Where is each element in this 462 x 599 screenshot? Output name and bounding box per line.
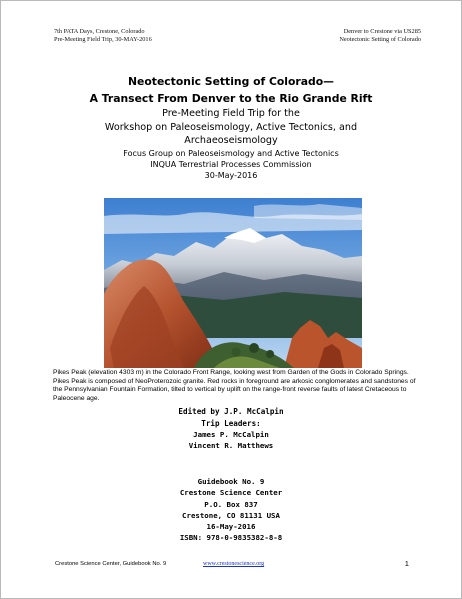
trip-leaders-label: Trip Leaders: <box>201 418 261 428</box>
trip-leader-1: James P. McCalpin <box>193 430 269 439</box>
subtitle-line-2: Workshop on Paleoseismology, Active Tectonics, and <box>104 121 358 133</box>
header-left <box>54 28 152 43</box>
commission: INQUA Terrestrial Processes Commission <box>150 159 312 169</box>
header-event: 7th PATA Days, Crestone, Colorado <box>54 28 145 35</box>
header-topic: Neotectonic Setting of Colorado <box>339 35 421 43</box>
subtitle-line-3: Archaeoseismology <box>184 135 278 147</box>
title-block <box>31 73 431 181</box>
subtitle-line-1: Pre-Meeting Field Trip for the <box>162 108 300 119</box>
focus-group: Focus Group on Paleoseismology and Active Tectonics <box>123 148 339 158</box>
header-right <box>339 28 421 43</box>
isbn: ISBN: 978-0-9835382-8-8 <box>179 533 283 543</box>
publication-date: 16-May-2016 <box>206 522 256 532</box>
footer-website-link[interactable]: www.crestonescience.org <box>203 561 265 567</box>
title-line-2: A Transect From Denver to the Rio Grande Rift <box>89 92 373 105</box>
guidebook-number: Guidebook No. 9 <box>197 477 265 486</box>
footer-source: Crestone Science Center, Guidebook No. 9 <box>55 561 167 567</box>
edited-by: Edited by J.P. McCalpin <box>178 407 284 416</box>
header-trip: Pre-Meeting Field Trip, 30-MAY-2016 <box>54 35 152 43</box>
publication-block <box>31 476 431 544</box>
trip-leader-2: Vincent R. Matthews <box>188 441 274 451</box>
publisher-city: Crestone, CO 81131 USA <box>182 510 280 520</box>
title-line-1: Neotectonic Setting of Colorado— <box>128 75 334 88</box>
trip-date: 30-May-2016 <box>204 171 258 181</box>
cover-photo <box>104 198 362 368</box>
photo-caption: Pikes Peak (elevation 4303 m) in the Colorado Front Range, looking west from Garden of the Gods in Colorado Springs. Pikes Peak is composed of NeoProterozoic granite. Red rocks in foreground are arkosic conglomerates and sandstones of the Pennsylvanian Fountain Formation, tilted to vertical by uplift on the range-front reverse faults of latest Cretaceous to Paleocene age. <box>53 369 416 402</box>
po-box: P.O. Box 837 <box>204 499 258 509</box>
credits-block <box>31 407 431 452</box>
header-route: Denver to Crestone via US285 <box>343 28 421 35</box>
publisher: Crestone Science Center <box>179 488 283 498</box>
page-number: 1 <box>404 559 409 568</box>
